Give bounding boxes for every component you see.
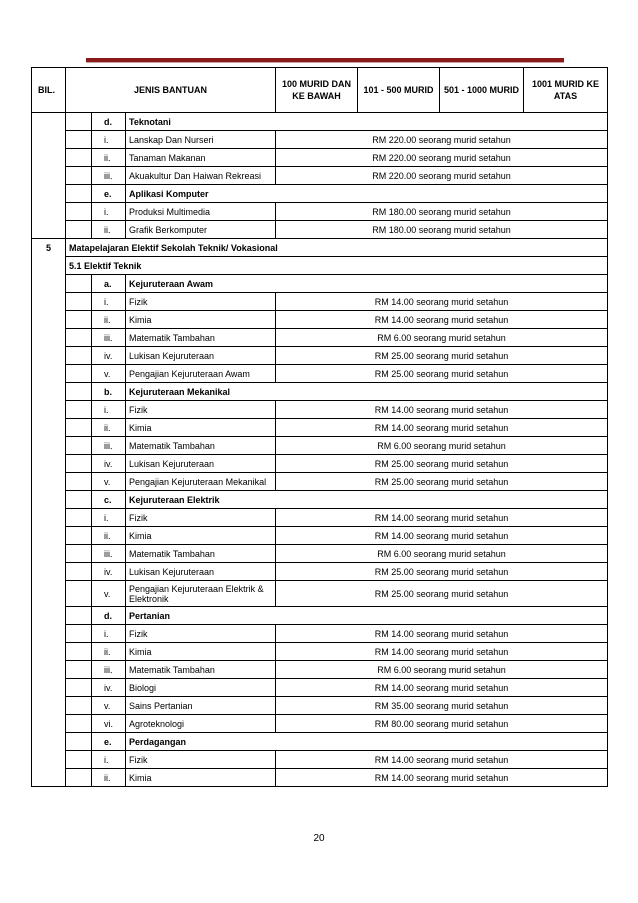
item-name: Kimia	[126, 769, 276, 787]
item-number: iv.	[92, 347, 126, 365]
bil-cell	[32, 113, 66, 131]
bil-cell	[32, 347, 66, 365]
table-row	[32, 149, 608, 167]
bil-cell	[32, 329, 66, 347]
header-row	[32, 68, 608, 113]
category-row	[32, 491, 608, 509]
spacer-cell	[66, 527, 92, 545]
table-row	[32, 643, 608, 661]
bil-cell	[32, 625, 66, 643]
bil-cell	[32, 697, 66, 715]
table-row	[32, 527, 608, 545]
category-title: Kejuruteraan Mekanikal	[126, 383, 608, 401]
spacer-cell	[66, 167, 92, 185]
bil-cell	[32, 131, 66, 149]
item-value: RM 25.00 seorang murid setahun	[276, 455, 608, 473]
spacer-cell	[66, 491, 92, 509]
category-row	[32, 113, 608, 131]
header-jenis-bantuan: JENIS BANTUAN	[66, 68, 276, 113]
item-number: v.	[92, 581, 126, 607]
item-value: RM 14.00 seorang murid setahun	[276, 625, 608, 643]
item-name: Matematik Tambahan	[126, 437, 276, 455]
table-row	[32, 329, 608, 347]
bil-cell	[32, 365, 66, 383]
bil-cell	[32, 419, 66, 437]
item-name: Pengajian Kejuruteraan Elektrik & Elektronik	[126, 581, 276, 607]
spacer-cell	[66, 131, 92, 149]
bil-cell	[32, 733, 66, 751]
item-number: ii.	[92, 643, 126, 661]
page-number: 20	[313, 833, 325, 844]
table-row	[32, 293, 608, 311]
item-number: iv.	[92, 563, 126, 581]
category-row	[32, 185, 608, 203]
item-value: RM 220.00 seorang murid setahun	[276, 131, 608, 149]
item-value: RM 14.00 seorang murid setahun	[276, 527, 608, 545]
bil-cell	[32, 491, 66, 509]
table-row	[32, 625, 608, 643]
category-letter: e.	[92, 185, 126, 203]
spacer-cell	[66, 275, 92, 293]
category-letter: b.	[92, 383, 126, 401]
table-row	[32, 437, 608, 455]
category-row	[32, 733, 608, 751]
spacer-cell	[66, 383, 92, 401]
allocation-table	[31, 67, 608, 787]
item-number: iii.	[92, 167, 126, 185]
category-title: Perdagangan	[126, 733, 608, 751]
spacer-cell	[66, 661, 92, 679]
item-number: iii.	[92, 545, 126, 563]
item-name: Akuakultur Dan Haiwan Rekreasi	[126, 167, 276, 185]
item-value: RM 220.00 seorang murid setahun	[276, 167, 608, 185]
subsection-title: 5.1 Elektif Teknik	[66, 257, 608, 275]
item-name: Lukisan Kejuruteraan	[126, 563, 276, 581]
spacer-cell	[66, 607, 92, 625]
spacer-cell	[66, 581, 92, 607]
table-row	[32, 365, 608, 383]
category-title: Pertanian	[126, 607, 608, 625]
item-value: RM 6.00 seorang murid setahun	[276, 329, 608, 347]
item-name: Fizik	[126, 751, 276, 769]
bil-cell	[32, 769, 66, 787]
spacer-cell	[66, 419, 92, 437]
spacer-cell	[66, 311, 92, 329]
item-name: Agroteknologi	[126, 715, 276, 733]
spacer-cell	[66, 365, 92, 383]
item-number: iii.	[92, 661, 126, 679]
header-col-100: 100 MURID DAN KE BAWAH	[276, 68, 358, 113]
item-value: RM 14.00 seorang murid setahun	[276, 293, 608, 311]
category-letter: e.	[92, 733, 126, 751]
item-name: Matematik Tambahan	[126, 661, 276, 679]
item-number: v.	[92, 365, 126, 383]
item-value: RM 80.00 seorang murid setahun	[276, 715, 608, 733]
spacer-cell	[66, 751, 92, 769]
bil-cell	[32, 149, 66, 167]
item-name: Pengajian Kejuruteraan Awam	[126, 365, 276, 383]
table-row	[32, 167, 608, 185]
item-number: iii.	[92, 329, 126, 347]
bil-cell	[32, 751, 66, 769]
bil-cell	[32, 643, 66, 661]
category-row	[32, 383, 608, 401]
bil-cell	[32, 383, 66, 401]
table-row	[32, 221, 608, 239]
table-row	[32, 661, 608, 679]
bil-cell	[32, 257, 66, 275]
bil-cell	[32, 527, 66, 545]
item-name: Biologi	[126, 679, 276, 697]
item-value: RM 25.00 seorang murid setahun	[276, 473, 608, 491]
item-number: v.	[92, 473, 126, 491]
table-row	[32, 131, 608, 149]
table-row	[32, 455, 608, 473]
spacer-cell	[66, 473, 92, 491]
spacer-cell	[66, 401, 92, 419]
category-letter: c.	[92, 491, 126, 509]
item-number: i.	[92, 625, 126, 643]
category-row	[32, 275, 608, 293]
item-value: RM 6.00 seorang murid setahun	[276, 437, 608, 455]
item-value: RM 35.00 seorang murid setahun	[276, 697, 608, 715]
item-number: iv.	[92, 679, 126, 697]
item-name: Kimia	[126, 311, 276, 329]
item-value: RM 25.00 seorang murid setahun	[276, 563, 608, 581]
table-row	[32, 347, 608, 365]
table-row	[32, 473, 608, 491]
header-bil: BIL.	[32, 68, 66, 113]
table-row	[32, 545, 608, 563]
bil-cell	[32, 311, 66, 329]
item-name: Fizik	[126, 293, 276, 311]
bil-cell	[32, 545, 66, 563]
item-name: Fizik	[126, 401, 276, 419]
spacer-cell	[66, 715, 92, 733]
item-name: Kimia	[126, 527, 276, 545]
item-number: iii.	[92, 437, 126, 455]
item-name: Lukisan Kejuruteraan	[126, 455, 276, 473]
spacer-cell	[66, 149, 92, 167]
spacer-cell	[66, 347, 92, 365]
item-number: ii.	[92, 149, 126, 167]
item-value: RM 220.00 seorang murid setahun	[276, 149, 608, 167]
item-name: Grafik Berkomputer	[126, 221, 276, 239]
spacer-cell	[66, 203, 92, 221]
bil-cell	[32, 455, 66, 473]
bil-cell	[32, 607, 66, 625]
top-rule	[86, 58, 564, 63]
bil-cell	[32, 167, 66, 185]
item-name: Matematik Tambahan	[126, 329, 276, 347]
item-name: Pengajian Kejuruteraan Mekanikal	[126, 473, 276, 491]
item-number: ii.	[92, 311, 126, 329]
spacer-cell	[66, 643, 92, 661]
item-name: Lanskap Dan Nurseri	[126, 131, 276, 149]
header-col-501-1000: 501 - 1000 MURID	[440, 68, 524, 113]
header-col-1001: 1001 MURID KE ATAS	[524, 68, 608, 113]
item-number: i.	[92, 203, 126, 221]
bil-cell	[32, 221, 66, 239]
subsection-row	[32, 257, 608, 275]
bil-cell	[32, 401, 66, 419]
bil-cell	[32, 203, 66, 221]
item-value: RM 180.00 seorang murid setahun	[276, 203, 608, 221]
item-number: ii.	[92, 769, 126, 787]
item-number: ii.	[92, 527, 126, 545]
item-number: v.	[92, 697, 126, 715]
category-letter: a.	[92, 275, 126, 293]
item-name: Lukisan Kejuruteraan	[126, 347, 276, 365]
item-name: Fizik	[126, 625, 276, 643]
item-name: Sains Pertanian	[126, 697, 276, 715]
header-col-101-500: 101 - 500 MURID	[358, 68, 440, 113]
spacer-cell	[66, 733, 92, 751]
item-value: RM 6.00 seorang murid setahun	[276, 545, 608, 563]
category-title: Aplikasi Komputer	[126, 185, 608, 203]
table-row	[32, 311, 608, 329]
item-value: RM 14.00 seorang murid setahun	[276, 679, 608, 697]
spacer-cell	[66, 185, 92, 203]
bil-cell	[32, 437, 66, 455]
bil-cell	[32, 563, 66, 581]
main-section-title: Matapelajaran Elektif Sekolah Teknik/ Vokasional	[66, 239, 608, 257]
item-name: Kimia	[126, 419, 276, 437]
item-value: RM 14.00 seorang murid setahun	[276, 643, 608, 661]
item-number: i.	[92, 751, 126, 769]
bil-cell	[32, 679, 66, 697]
table-row	[32, 419, 608, 437]
spacer-cell	[66, 563, 92, 581]
spacer-cell	[66, 679, 92, 697]
table-row	[32, 581, 608, 607]
spacer-cell	[66, 113, 92, 131]
spacer-cell	[66, 545, 92, 563]
item-value: RM 14.00 seorang murid setahun	[276, 419, 608, 437]
category-letter: d.	[92, 607, 126, 625]
item-value: RM 14.00 seorang murid setahun	[276, 769, 608, 787]
item-number: ii.	[92, 221, 126, 239]
item-value: RM 25.00 seorang murid setahun	[276, 347, 608, 365]
main-section-row	[32, 239, 608, 257]
category-title: Kejuruteraan Awam	[126, 275, 608, 293]
item-name: Fizik	[126, 509, 276, 527]
spacer-cell	[66, 455, 92, 473]
item-number: vi.	[92, 715, 126, 733]
spacer-cell	[66, 509, 92, 527]
bil-cell	[32, 275, 66, 293]
item-name: Kimia	[126, 643, 276, 661]
spacer-cell	[66, 697, 92, 715]
table-row	[32, 769, 608, 787]
table-row	[32, 715, 608, 733]
item-value: RM 14.00 seorang murid setahun	[276, 401, 608, 419]
category-title: Teknotani	[126, 113, 608, 131]
item-value: RM 6.00 seorang murid setahun	[276, 661, 608, 679]
item-value: RM 14.00 seorang murid setahun	[276, 311, 608, 329]
spacer-cell	[66, 221, 92, 239]
table-row	[32, 401, 608, 419]
item-number: i.	[92, 401, 126, 419]
spacer-cell	[66, 293, 92, 311]
spacer-cell	[66, 769, 92, 787]
table-row	[32, 679, 608, 697]
table-row	[32, 509, 608, 527]
spacer-cell	[66, 437, 92, 455]
item-number: ii.	[92, 419, 126, 437]
bil-cell	[32, 661, 66, 679]
category-title: Kejuruteraan Elektrik	[126, 491, 608, 509]
item-number: i.	[92, 293, 126, 311]
item-name: Matematik Tambahan	[126, 545, 276, 563]
table-row	[32, 203, 608, 221]
bil-cell	[32, 581, 66, 607]
bil-cell	[32, 509, 66, 527]
item-number: i.	[92, 131, 126, 149]
item-name: Tanaman Makanan	[126, 149, 276, 167]
bil-cell	[32, 293, 66, 311]
category-row	[32, 607, 608, 625]
item-number: i.	[92, 509, 126, 527]
item-value: RM 25.00 seorang murid setahun	[276, 365, 608, 383]
table-row	[32, 697, 608, 715]
spacer-cell	[66, 329, 92, 347]
spacer-cell	[66, 625, 92, 643]
item-value: RM 25.00 seorang murid setahun	[276, 581, 608, 607]
item-value: RM 180.00 seorang murid setahun	[276, 221, 608, 239]
table-row	[32, 563, 608, 581]
category-letter: d.	[92, 113, 126, 131]
item-number: iv.	[92, 455, 126, 473]
item-value: RM 14.00 seorang murid setahun	[276, 751, 608, 769]
item-name: Produksi Multimedia	[126, 203, 276, 221]
item-value: RM 14.00 seorang murid setahun	[276, 509, 608, 527]
bil-cell: 5	[32, 239, 66, 257]
table-row	[32, 751, 608, 769]
bil-cell	[32, 185, 66, 203]
bil-cell	[32, 473, 66, 491]
bil-cell	[32, 715, 66, 733]
